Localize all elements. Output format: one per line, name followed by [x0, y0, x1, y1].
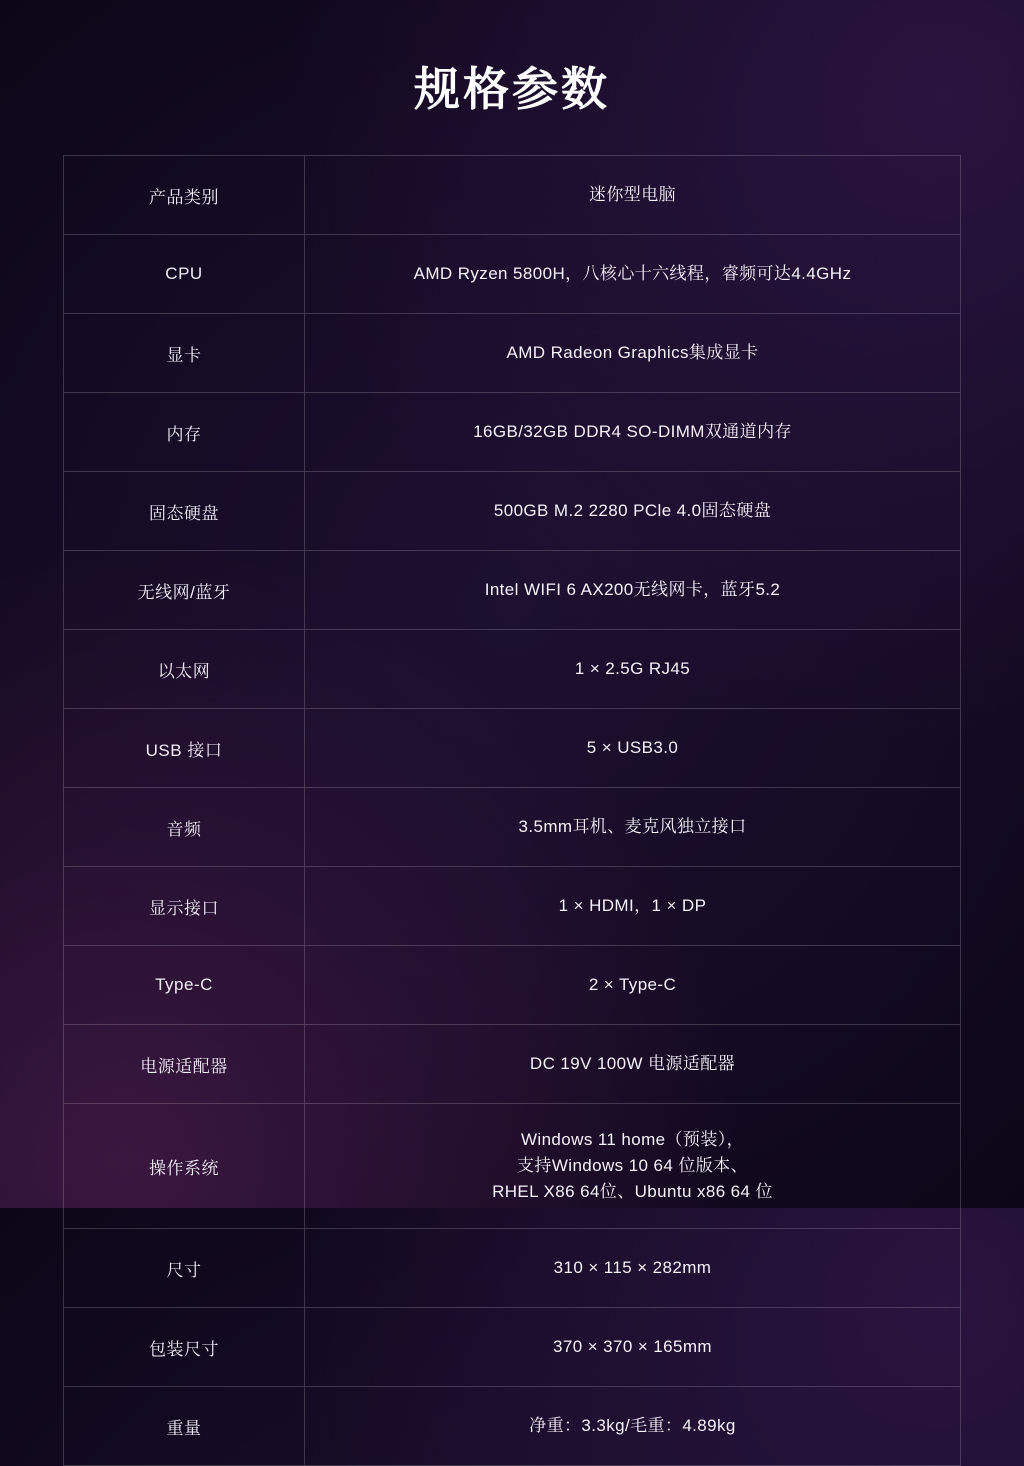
table-row — [64, 472, 961, 551]
spec-value: 16GB/32GB DDR4 SO-DIMM双通道内存 — [305, 393, 961, 472]
spec-value: 2 × Type-C — [305, 946, 961, 1025]
spec-value-line: 支持Windows 10 64 位版本、 — [517, 1156, 748, 1176]
table-row — [64, 156, 961, 235]
spec-label: 重量 — [64, 1387, 305, 1466]
spec-label: 无线网/蓝牙 — [64, 551, 305, 630]
spec-value: Intel WIFI 6 AX200无线网卡，蓝牙5.2 — [305, 551, 961, 630]
spec-label: 尺寸 — [64, 1229, 305, 1308]
spec-label: 产品类别 — [64, 156, 305, 235]
spec-label: 内存 — [64, 393, 305, 472]
spec-value: 5 × USB3.0 — [305, 709, 961, 788]
table-row — [64, 709, 961, 788]
page-title: 规格参数 — [414, 63, 610, 115]
spec-label: 以太网 — [64, 630, 305, 709]
spec-value: 500GB M.2 2280 PCle 4.0固态硬盘 — [305, 472, 961, 551]
table-row — [64, 630, 961, 709]
specifications-table-body — [64, 156, 961, 1466]
specifications-table — [63, 155, 961, 1466]
spec-value: AMD Radeon Graphics集成显卡 — [305, 314, 961, 393]
table-row — [64, 1104, 961, 1229]
spec-label: 电源适配器 — [64, 1025, 305, 1104]
spec-label: 显卡 — [64, 314, 305, 393]
spec-label: USB 接口 — [64, 709, 305, 788]
table-row — [64, 867, 961, 946]
spec-value — [305, 1104, 961, 1229]
spec-value-lines — [321, 1127, 944, 1206]
spec-value: 370 × 370 × 165mm — [305, 1308, 961, 1387]
table-row — [64, 1025, 961, 1104]
table-row — [64, 1229, 961, 1308]
spec-value: AMD Ryzen 5800H，八核心十六线程，睿频可达4.4GHz — [305, 235, 961, 314]
table-row — [64, 1308, 961, 1387]
spec-label: 音频 — [64, 788, 305, 867]
spec-label: 显示接口 — [64, 867, 305, 946]
spec-label: 包装尺寸 — [64, 1308, 305, 1387]
spec-label: Type-C — [64, 946, 305, 1025]
spec-value-line: RHEL X86 64位、Ubuntu x86 64 位 — [492, 1182, 773, 1202]
spec-value: 1 × HDMI，1 × DP — [305, 867, 961, 946]
table-row — [64, 788, 961, 867]
table-row — [64, 1387, 961, 1466]
table-row — [64, 235, 961, 314]
spec-value: 净重：3.3kg/毛重：4.89kg — [305, 1387, 961, 1466]
spec-value: 3.5mm耳机、麦克风独立接口 — [305, 788, 961, 867]
spec-label: CPU — [64, 235, 305, 314]
spec-value: DC 19V 100W 电源适配器 — [305, 1025, 961, 1104]
table-row — [64, 946, 961, 1025]
table-row — [64, 393, 961, 472]
spec-value: 1 × 2.5G RJ45 — [305, 630, 961, 709]
spec-value: 迷你型电脑 — [305, 156, 961, 235]
table-row — [64, 314, 961, 393]
spec-label: 操作系统 — [64, 1104, 305, 1229]
table-row — [64, 551, 961, 630]
spec-value: 310 × 115 × 282mm — [305, 1229, 961, 1308]
spec-value-line: Windows 11 home（预装）， — [520, 1129, 745, 1149]
spec-label: 固态硬盘 — [64, 472, 305, 551]
